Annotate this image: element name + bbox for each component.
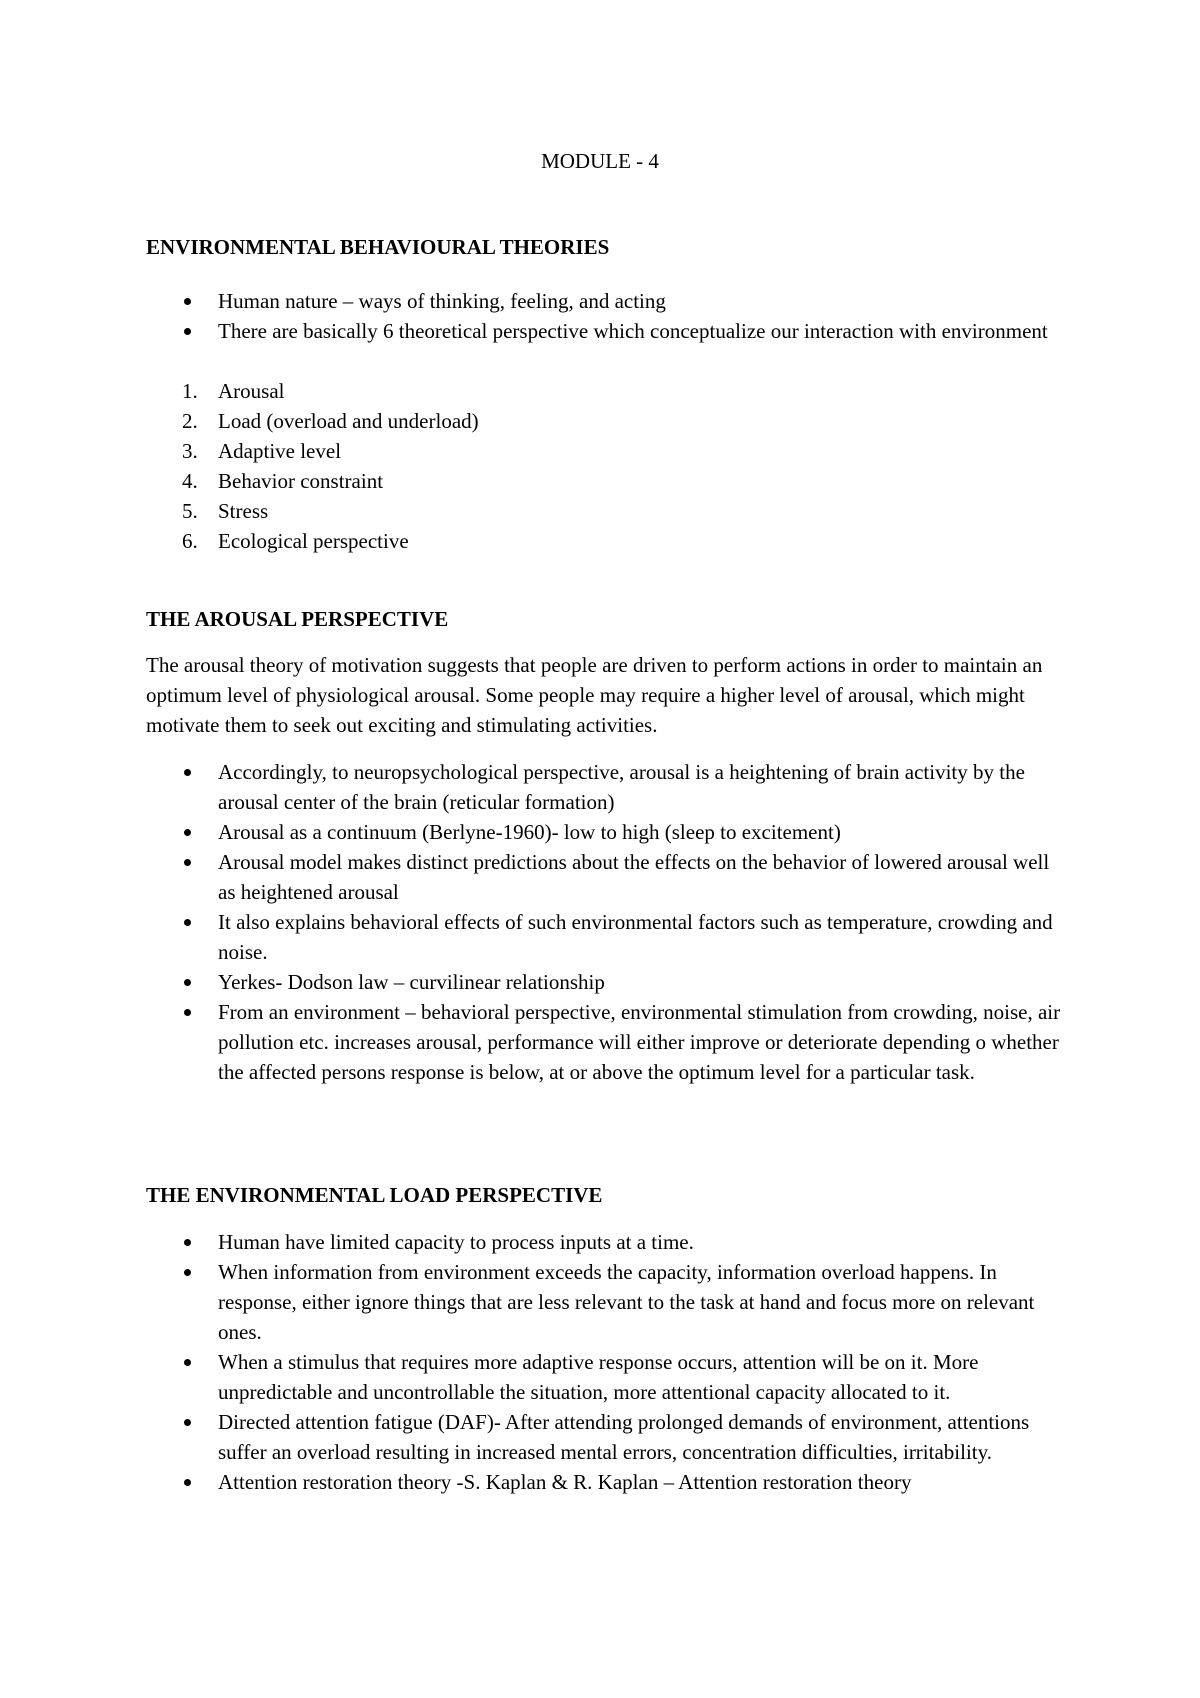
numbered-item: [146, 526, 1066, 556]
bullet-icon: [184, 1419, 191, 1426]
bullet-icon: [184, 1479, 191, 1486]
list-item-text: It also explains behavioral effects of such environmental factors such as temperature, crowding and noise.: [218, 910, 1053, 964]
list-item: [146, 1257, 1066, 1347]
list-item-text: Human have limited capacity to process inputs at a time.: [218, 1230, 694, 1254]
list-item-text: When information from environment exceeds the capacity, information overload happens. In response, either ignore things that are less relevant to the task at hand and focus more on relevant ones.: [218, 1260, 1035, 1344]
item-number: 5.: [182, 499, 198, 523]
list-item: [146, 817, 1066, 847]
numbered-item-text: Behavior constraint: [218, 469, 384, 493]
list-item-text: Arousal model makes distinct predictions about the effects on the behavior of lowered arousal well as heightened arousal: [218, 850, 1050, 904]
list-item: [146, 1347, 1066, 1407]
numbered-item-text: Adaptive level: [218, 439, 342, 463]
item-number: 6.: [182, 529, 198, 553]
list-item-text: Human nature – ways of thinking, feeling, and acting: [218, 289, 666, 313]
item-number: 4.: [182, 469, 198, 493]
list-item-text: Yerkes- Dodson law – curvilinear relationship: [218, 970, 605, 994]
section-heading-environmental-load: THE ENVIRONMENTAL LOAD PERSPECTIVE: [146, 1183, 603, 1207]
list-item: [146, 967, 1066, 997]
section-heading-behavioural-theories: ENVIRONMENTAL BEHAVIOURAL THEORIES: [146, 235, 610, 259]
list-item-text: From an environment – behavioral perspective, environmental stimulation from crowding, noise, air pollution etc. increases arousal, performance will either improve or deteriorate depending o whether the affected persons response is below, at or above the optimum level for a particular task.: [218, 1000, 1061, 1084]
section2-bullet-list: [146, 757, 1066, 1087]
bullet-icon: [184, 298, 191, 305]
list-item-text: Arousal as a continuum (Berlyne-1960)- low to high (sleep to excitement): [218, 820, 841, 844]
numbered-item: [146, 436, 1066, 466]
list-item: [146, 1467, 1066, 1497]
list-item: [146, 316, 1066, 346]
section-heading-arousal-perspective: THE AROUSAL PERSPECTIVE: [146, 607, 449, 631]
bullet-icon: [184, 1239, 191, 1246]
numbered-item: [146, 466, 1066, 496]
bullet-icon: [184, 1359, 191, 1366]
list-item-text: Accordingly, to neuropsychological perspective, arousal is a heightening of brain activity by the arousal center of the brain (reticular formation): [218, 760, 1025, 814]
item-number: 2.: [182, 409, 198, 433]
bullet-icon: [184, 829, 191, 836]
list-item: [146, 847, 1066, 907]
list-item: [146, 757, 1066, 817]
list-item: [146, 997, 1066, 1087]
bullet-icon: [184, 979, 191, 986]
bullet-icon: [184, 328, 191, 335]
bullet-icon: [184, 1269, 191, 1276]
list-item: [146, 1227, 1066, 1257]
numbered-item: [146, 376, 1066, 406]
bullet-icon: [184, 1009, 191, 1016]
numbered-item-text: Load (overload and underload): [218, 409, 479, 433]
arousal-intro-paragraph: The arousal theory of motivation suggests that people are driven to perform actions in order to maintain an optimum level of physiological arousal. Some people may require a higher level of arousal, which might motivate them to seek out exciting and stimulating activities.: [146, 653, 1043, 737]
list-item-text: Attention restoration theory -S. Kaplan & R. Kaplan – Attention restoration theory: [218, 1470, 912, 1494]
list-item: [146, 1407, 1066, 1467]
numbered-item-text: Stress: [218, 499, 269, 523]
list-item-text: Directed attention fatigue (DAF)- After attending prolonged demands of environment, attentions suffer an overload resulting in increased mental errors, concentration difficulties, irritability.: [218, 1410, 1030, 1464]
list-item: [146, 907, 1066, 967]
bullet-icon: [184, 769, 191, 776]
numbered-item-text: Arousal: [218, 379, 285, 403]
list-item-text: When a stimulus that requires more adaptive response occurs, attention will be on it. More unpredictable and uncontrollable the situation, more attentional capacity allocated to it.: [218, 1350, 979, 1404]
item-number: 1.: [182, 379, 198, 403]
item-number: 3.: [182, 439, 198, 463]
list-item-text: There are basically 6 theoretical perspective which conceptualize our interaction with environment: [218, 319, 1048, 343]
section1-numbered-list: [146, 376, 1066, 556]
bullet-icon: [184, 859, 191, 866]
numbered-item: [146, 496, 1066, 526]
bullet-icon: [184, 919, 191, 926]
numbered-item-text: Ecological perspective: [218, 529, 409, 553]
list-item: [146, 286, 1066, 316]
section3-bullet-list: [146, 1227, 1066, 1497]
numbered-item: [146, 406, 1066, 436]
section1-bullet-list: [146, 286, 1066, 346]
module-title: MODULE - 4: [541, 149, 659, 173]
